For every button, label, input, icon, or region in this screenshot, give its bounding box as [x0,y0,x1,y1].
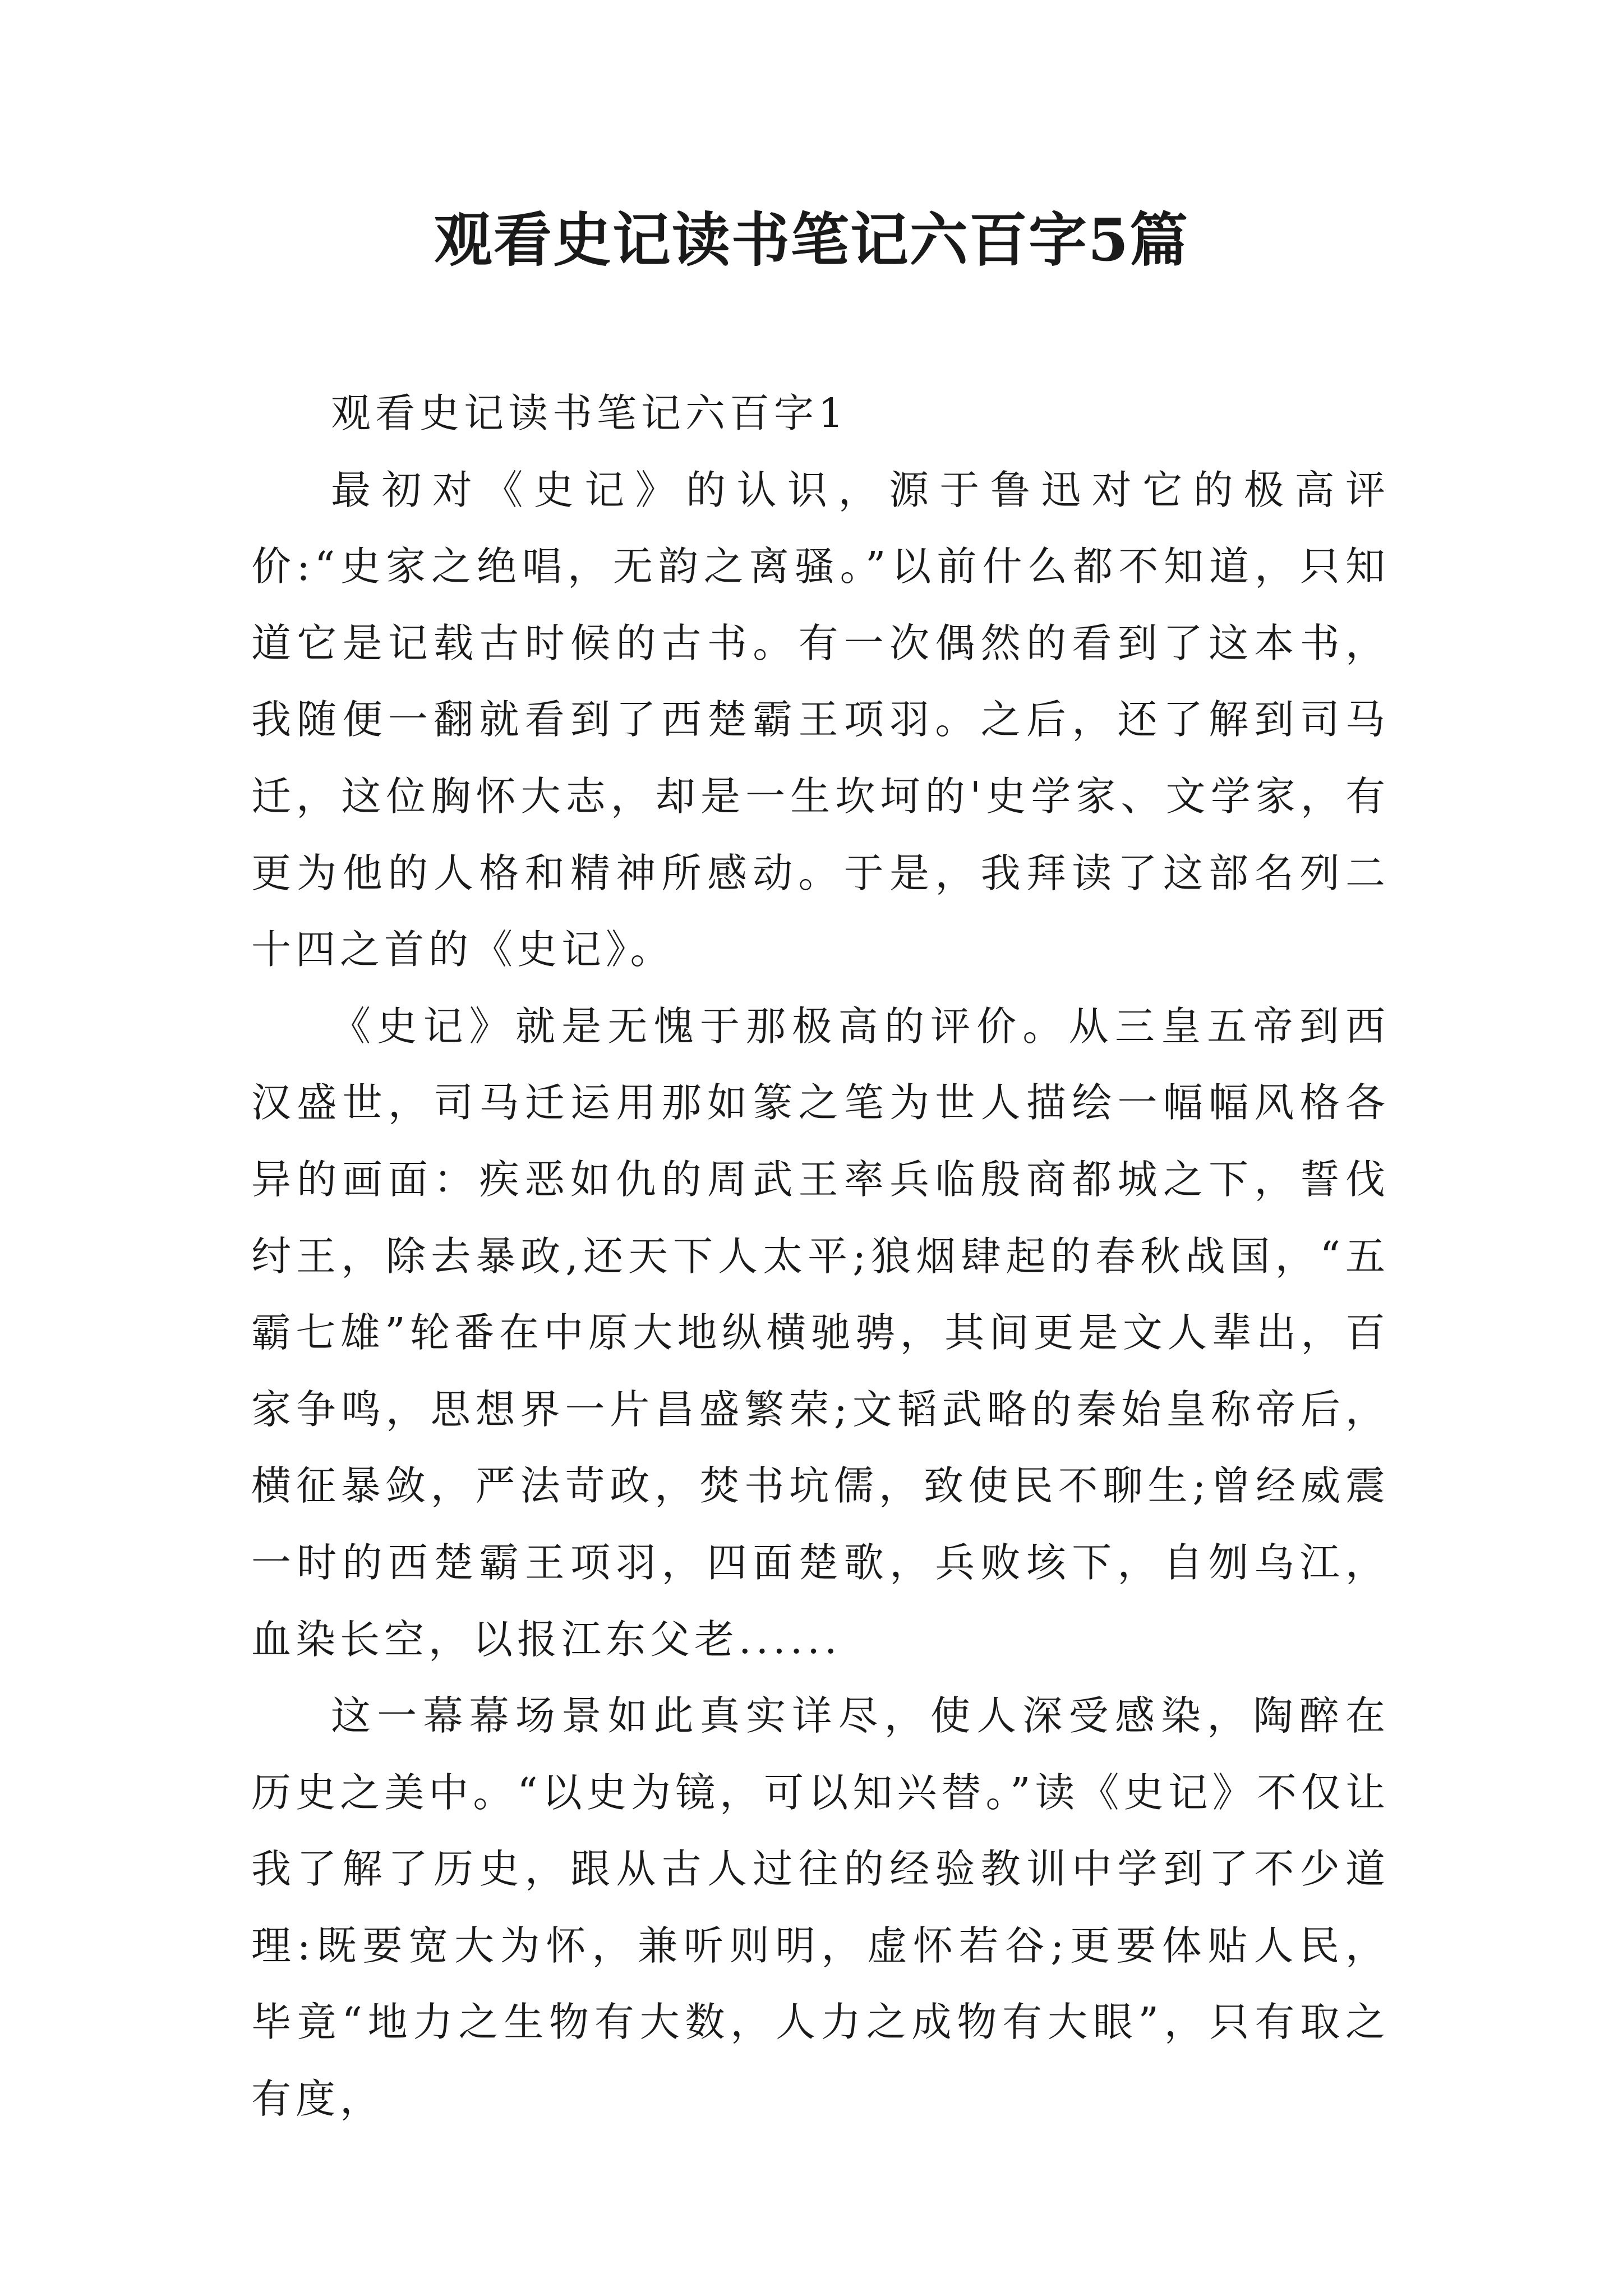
document-body [251,375,1390,2138]
section-heading: 观看史记读书笔记六百字1 [331,390,849,436]
document-title: 观看史记读书笔记六百字5篇 [434,205,1189,274]
body-paragraph: 《史记》就是无愧于那极高的评价。从三皇五帝到西汉盛世，司马迁运用那如篆之笔为世人描绘一幅幅风格各异的画面：疾恶如仇的周武王率兵临殷商都城之下，誓伐纣王，除去暴政,还天下人太平;狼烟肆起的春秋战国，“五霸七雄”轮番在中原大地纵横驰骋，其间更是文人辈出，百家争鸣，思想界一片昌盛繁荣;文韬武略的秦始皇称帝后，横征暴敛，严法苛政，焚书坑儒，致使民不聊生;曾经威震一时的西楚霸王项羽，四面楚歌，兵败垓下，自刎乌江，血染长空，以报江东父老...... [251,1002,1390,1663]
body-paragraph: 最初对《史记》的认识，源于鲁迅对它的极高评价:“史家之绝唱，无韵之离骚。”以前什么都不知道，只知道它是记载古时候的古书。有一次偶然的看到了这本书，我随便一翻就看到了西楚霸王项羽。之后，还了解到司马迁，这位胸怀大志，却是一生坎坷的'史学家、文学家，有更为他的人格和精神所感动。于是，我拜读了这部名列二十四之首的《史记》。 [251,466,1390,973]
body-paragraph: 这一幕幕场景如此真实详尽，使人深受感染，陶醉在历史之美中。“以史为镜，可以知兴替。”读《史记》不仅让我了解了历史，跟从古人过往的经验教训中学到了不少道理:既要宽大为怀，兼听则明，虚怀若谷;更要体贴人民，毕竟“地力之生物有大数，人力之成物有大眼”，只有取之有度， [251,1692,1390,2123]
